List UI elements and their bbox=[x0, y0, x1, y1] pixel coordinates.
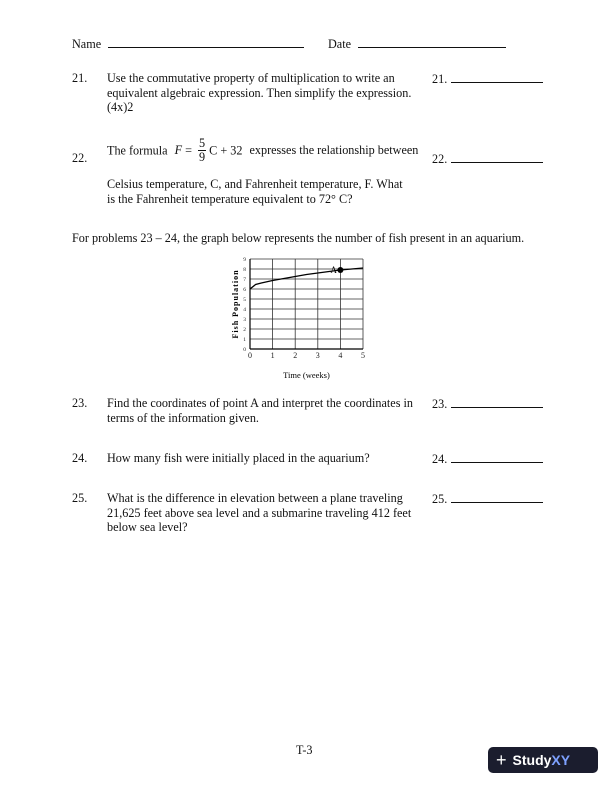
y-tick-label: 6 bbox=[243, 287, 246, 293]
fraction: $\frac{5}{9}$ bbox=[199, 136, 206, 164]
y-tick-label: 1 bbox=[243, 337, 246, 343]
expression: (4x)2 bbox=[107, 100, 134, 114]
answer-blank-22: 22. bbox=[432, 151, 543, 167]
y-tick-label: 5 bbox=[243, 297, 246, 303]
question-number: 24. bbox=[72, 451, 88, 465]
x-axis-label: Time (weeks) bbox=[283, 370, 330, 380]
name-field bbox=[72, 36, 304, 52]
x-tick-label: 5 bbox=[361, 351, 365, 360]
answer-blank-23: 23. bbox=[432, 396, 543, 412]
name-label: Name bbox=[72, 37, 102, 51]
y-axis-label: Fish Population bbox=[231, 269, 240, 339]
date-field bbox=[328, 36, 506, 52]
x-tick-label: 0 bbox=[248, 351, 252, 360]
fish-population-line bbox=[250, 268, 363, 289]
y-tick-label: 9 bbox=[243, 257, 246, 263]
graph-intro: For problems 23 – 24, the graph below represents the number of fish present in an aquarium. bbox=[72, 231, 525, 245]
y-tick-label: 8 bbox=[243, 267, 246, 273]
fish-population-chart bbox=[228, 254, 378, 390]
point-a-label: A bbox=[330, 265, 337, 275]
point-a-marker bbox=[337, 267, 343, 273]
question-text: Find the coordinates of point A and interpret the coordinates in terms of the information given. bbox=[107, 396, 413, 425]
question-number: 22. bbox=[72, 151, 88, 165]
answer-blank-21: 21. bbox=[432, 71, 543, 87]
date-blank bbox=[358, 36, 506, 48]
x-tick-label: 2 bbox=[293, 351, 298, 360]
name-blank bbox=[108, 36, 304, 48]
y-tick-label: 3 bbox=[243, 317, 246, 323]
question-text: How many fish were initially placed in the aquarium? bbox=[107, 451, 370, 465]
y-tick-label: 0 bbox=[243, 347, 246, 353]
question-text: Celsius temperature, C, and Fahrenheit temperature, F. What is the Fahrenheit temperature equivalent to 72° C? bbox=[107, 177, 403, 206]
question-number: 21. bbox=[72, 71, 88, 85]
date-label: Date bbox=[328, 37, 352, 51]
studyxy-logo[interactable]: + Study XY bbox=[488, 747, 598, 773]
question-text: What is the difference in elevation between a plane traveling 21,625 feet above sea level and a submarine traveling 412 feet below sea level? bbox=[107, 491, 412, 534]
page-number: T-3 bbox=[296, 743, 313, 757]
answer-blank-24: 24. bbox=[432, 451, 543, 467]
question-text: Use the commutative property of multiplication to write an equivalent algebraic expression. Then simplify the expression. (4x)2 bbox=[107, 71, 417, 115]
y-tick-label: 2 bbox=[243, 327, 246, 333]
formula-line: The formula F = $\frac{5}{9}$ C + 32 expresses the relationship between bbox=[107, 136, 419, 164]
y-tick-label: 7 bbox=[243, 277, 246, 283]
x-tick-label: 1 bbox=[270, 351, 275, 360]
y-tick-label: 4 bbox=[243, 307, 246, 313]
plus-icon: + bbox=[496, 749, 507, 770]
question-number: 23. bbox=[72, 396, 88, 410]
x-tick-label: 4 bbox=[338, 351, 343, 360]
question-number: 25. bbox=[72, 491, 88, 505]
x-tick-label: 3 bbox=[315, 351, 320, 360]
answer-blank-25: 25. bbox=[432, 491, 543, 507]
